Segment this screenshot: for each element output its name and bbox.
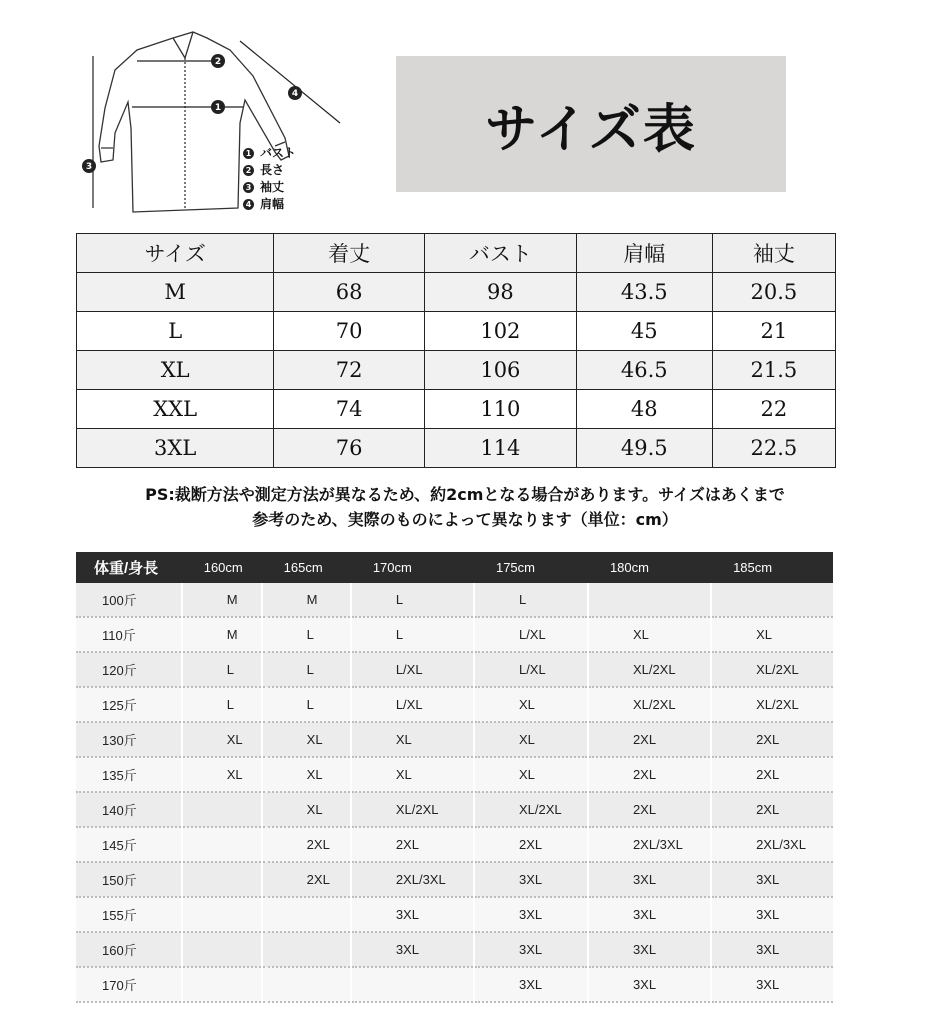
recommended-size-cell bbox=[182, 932, 262, 967]
recommended-size-cell: 2XL/3XL bbox=[351, 862, 474, 897]
legend-label: バスト bbox=[260, 146, 297, 160]
size-value-cell: 98 bbox=[424, 273, 576, 312]
size-value-cell: 48 bbox=[576, 390, 712, 429]
recommended-size-cell: M bbox=[262, 583, 351, 617]
size-table-row bbox=[77, 429, 836, 468]
recommended-size-cell: 2XL/3XL bbox=[711, 827, 833, 862]
legend-item bbox=[243, 145, 296, 162]
recommended-size-cell: XL bbox=[182, 757, 262, 792]
recommended-size-cell: 2XL bbox=[474, 827, 588, 862]
size-value-cell: 102 bbox=[424, 312, 576, 351]
weight-cell: 125斤 bbox=[76, 687, 182, 722]
shirt-measurement-diagram bbox=[75, 28, 375, 228]
recommended-size-cell: M bbox=[182, 583, 262, 617]
table-row bbox=[76, 652, 833, 687]
recommended-size-cell bbox=[182, 897, 262, 932]
title-banner bbox=[396, 56, 786, 192]
weight-cell: 140斤 bbox=[76, 792, 182, 827]
size-table bbox=[76, 233, 836, 468]
recommended-size-cell: XL bbox=[262, 757, 351, 792]
svg-text:3: 3 bbox=[85, 162, 93, 172]
recommended-size-cell: XL/2XL bbox=[588, 687, 711, 722]
size-cell: L bbox=[77, 312, 274, 351]
weight-cell: 120斤 bbox=[76, 652, 182, 687]
weight-cell: 130斤 bbox=[76, 722, 182, 757]
recommended-size-cell bbox=[182, 792, 262, 827]
header-bust: バスト bbox=[424, 234, 576, 273]
recommended-size-cell: 3XL bbox=[474, 897, 588, 932]
header-size: サイズ bbox=[77, 234, 274, 273]
recommended-size-cell: XL/2XL bbox=[711, 687, 833, 722]
table-row bbox=[76, 687, 833, 722]
recommended-size-cell: 3XL bbox=[711, 897, 833, 932]
recommended-size-cell: L bbox=[474, 583, 588, 617]
diagram-legend bbox=[243, 145, 296, 213]
size-table-header bbox=[77, 234, 836, 273]
recommended-size-cell bbox=[262, 967, 351, 1002]
table-row bbox=[76, 757, 833, 792]
recommended-size-cell: 3XL bbox=[474, 862, 588, 897]
recommended-size-cell: 3XL bbox=[711, 932, 833, 967]
recommended-size-cell: XL bbox=[474, 687, 588, 722]
header-weight-height: 体重/身長 bbox=[76, 552, 182, 583]
size-value-cell: 22.5 bbox=[712, 429, 835, 468]
recommended-size-cell: 3XL bbox=[474, 932, 588, 967]
shirt-illustration bbox=[75, 28, 375, 228]
legend-number: 3 bbox=[243, 182, 254, 193]
size-value-cell: 72 bbox=[274, 351, 425, 390]
recommended-size-cell: XL bbox=[474, 722, 588, 757]
legend-number: 1 bbox=[243, 148, 254, 159]
recommended-size-cell: L/XL bbox=[351, 652, 474, 687]
recommended-size-cell: L bbox=[182, 687, 262, 722]
svg-text:1: 1 bbox=[214, 103, 222, 113]
svg-text:4: 4 bbox=[291, 89, 299, 99]
weight-height-header bbox=[76, 552, 833, 583]
recommended-size-cell: 3XL bbox=[711, 862, 833, 897]
recommended-size-cell: XL bbox=[588, 617, 711, 652]
recommended-size-cell: 3XL bbox=[351, 932, 474, 967]
weight-cell: 145斤 bbox=[76, 827, 182, 862]
header-shoulder: 肩幅 bbox=[576, 234, 712, 273]
recommended-size-cell: 2XL bbox=[262, 827, 351, 862]
legend-number: 2 bbox=[243, 165, 254, 176]
size-value-cell: 76 bbox=[274, 429, 425, 468]
svg-text:2: 2 bbox=[214, 57, 222, 67]
recommended-size-cell: XL bbox=[262, 722, 351, 757]
weight-height-table bbox=[76, 552, 833, 1003]
size-cell: XL bbox=[77, 351, 274, 390]
recommended-size-cell: 2XL bbox=[351, 827, 474, 862]
size-table-row bbox=[77, 351, 836, 390]
size-table-row bbox=[77, 273, 836, 312]
header-height-column: 180cm bbox=[588, 552, 711, 583]
weight-cell: 135斤 bbox=[76, 757, 182, 792]
size-cell: M bbox=[77, 273, 274, 312]
recommended-size-cell: L bbox=[262, 652, 351, 687]
recommended-size-cell: XL bbox=[262, 792, 351, 827]
recommended-size-cell: XL bbox=[711, 617, 833, 652]
table-row bbox=[76, 722, 833, 757]
recommended-size-cell: 2XL bbox=[711, 792, 833, 827]
header-height-column: 170cm bbox=[351, 552, 474, 583]
size-value-cell: 106 bbox=[424, 351, 576, 390]
table-row bbox=[76, 932, 833, 967]
recommended-size-cell: M bbox=[182, 617, 262, 652]
size-table-row bbox=[77, 390, 836, 429]
recommended-size-cell: 3XL bbox=[588, 897, 711, 932]
recommended-size-cell: L bbox=[182, 652, 262, 687]
size-value-cell: 49.5 bbox=[576, 429, 712, 468]
recommended-size-cell: 3XL bbox=[474, 967, 588, 1002]
recommended-size-cell bbox=[262, 932, 351, 967]
recommended-size-cell: XL bbox=[351, 722, 474, 757]
table-row bbox=[76, 862, 833, 897]
note-line-1: PS:裁断方法や測定方法が異なるため、約2cmとなる場合があります。サイズはあくまで bbox=[145, 485, 785, 504]
recommended-size-cell: XL/2XL bbox=[711, 652, 833, 687]
header-length: 着丈 bbox=[274, 234, 425, 273]
legend-label: 肩幅 bbox=[260, 197, 285, 211]
recommended-size-cell bbox=[351, 967, 474, 1002]
recommended-size-cell: 3XL bbox=[711, 967, 833, 1002]
size-cell: XXL bbox=[77, 390, 274, 429]
weight-cell: 110斤 bbox=[76, 617, 182, 652]
recommended-size-cell bbox=[182, 862, 262, 897]
table-row bbox=[76, 583, 833, 617]
recommended-size-cell: L/XL bbox=[351, 687, 474, 722]
weight-cell: 100斤 bbox=[76, 583, 182, 617]
header-sleeve: 袖丈 bbox=[712, 234, 835, 273]
recommended-size-cell: XL bbox=[474, 757, 588, 792]
recommended-size-cell: 2XL bbox=[588, 792, 711, 827]
recommended-size-cell: XL bbox=[182, 722, 262, 757]
weight-cell: 155斤 bbox=[76, 897, 182, 932]
recommended-size-cell: 2XL/3XL bbox=[588, 827, 711, 862]
header-height-column: 185cm bbox=[711, 552, 833, 583]
size-value-cell: 46.5 bbox=[576, 351, 712, 390]
size-value-cell: 74 bbox=[274, 390, 425, 429]
size-value-cell: 20.5 bbox=[712, 273, 835, 312]
size-value-cell: 68 bbox=[274, 273, 425, 312]
size-value-cell: 21.5 bbox=[712, 351, 835, 390]
recommended-size-cell: L/XL bbox=[474, 617, 588, 652]
size-value-cell: 21 bbox=[712, 312, 835, 351]
table-row bbox=[76, 792, 833, 827]
legend-item bbox=[243, 179, 296, 196]
recommended-size-cell: L bbox=[351, 583, 474, 617]
recommended-size-cell: XL bbox=[351, 757, 474, 792]
header-height-column: 165cm bbox=[262, 552, 351, 583]
weight-cell: 170斤 bbox=[76, 967, 182, 1002]
table-row bbox=[76, 967, 833, 1002]
legend-label: 袖丈 bbox=[260, 180, 285, 194]
legend-number: 4 bbox=[243, 199, 254, 210]
weight-cell: 160斤 bbox=[76, 932, 182, 967]
recommended-size-cell: 2XL bbox=[711, 757, 833, 792]
recommended-size-cell bbox=[711, 583, 833, 617]
recommended-size-cell: 3XL bbox=[588, 967, 711, 1002]
recommended-size-cell: XL/2XL bbox=[474, 792, 588, 827]
size-value-cell: 110 bbox=[424, 390, 576, 429]
table-row bbox=[76, 827, 833, 862]
size-value-cell: 45 bbox=[576, 312, 712, 351]
recommended-size-cell: L bbox=[351, 617, 474, 652]
recommended-size-cell: 2XL bbox=[711, 722, 833, 757]
note-line-2: 参考のため、実際のものによって異なります（単位：cm） bbox=[252, 510, 678, 529]
table-row bbox=[76, 897, 833, 932]
recommended-size-cell: 2XL bbox=[588, 722, 711, 757]
recommended-size-cell bbox=[182, 967, 262, 1002]
weight-cell: 150斤 bbox=[76, 862, 182, 897]
size-cell: 3XL bbox=[77, 429, 274, 468]
size-value-cell: 70 bbox=[274, 312, 425, 351]
legend-label: 長さ bbox=[260, 163, 285, 177]
header-height-column: 160cm bbox=[182, 552, 262, 583]
header-height-column: 175cm bbox=[474, 552, 588, 583]
recommended-size-cell: XL/2XL bbox=[588, 652, 711, 687]
measurement-note bbox=[60, 482, 870, 532]
recommended-size-cell: 3XL bbox=[588, 862, 711, 897]
size-value-cell: 114 bbox=[424, 429, 576, 468]
recommended-size-cell bbox=[262, 897, 351, 932]
recommended-size-cell: 2XL bbox=[588, 757, 711, 792]
legend-item bbox=[243, 162, 296, 179]
size-value-cell: 22 bbox=[712, 390, 835, 429]
table-row bbox=[76, 617, 833, 652]
recommended-size-cell: 3XL bbox=[351, 897, 474, 932]
size-table-row bbox=[77, 312, 836, 351]
recommended-size-cell: XL/2XL bbox=[351, 792, 474, 827]
recommended-size-cell: L bbox=[262, 617, 351, 652]
page-title: サイズ表 bbox=[485, 99, 697, 160]
legend-item bbox=[243, 196, 296, 213]
recommended-size-cell bbox=[588, 583, 711, 617]
recommended-size-cell bbox=[182, 827, 262, 862]
recommended-size-cell: L bbox=[262, 687, 351, 722]
recommended-size-cell: 3XL bbox=[588, 932, 711, 967]
size-value-cell: 43.5 bbox=[576, 273, 712, 312]
recommended-size-cell: L/XL bbox=[474, 652, 588, 687]
recommended-size-cell: 2XL bbox=[262, 862, 351, 897]
